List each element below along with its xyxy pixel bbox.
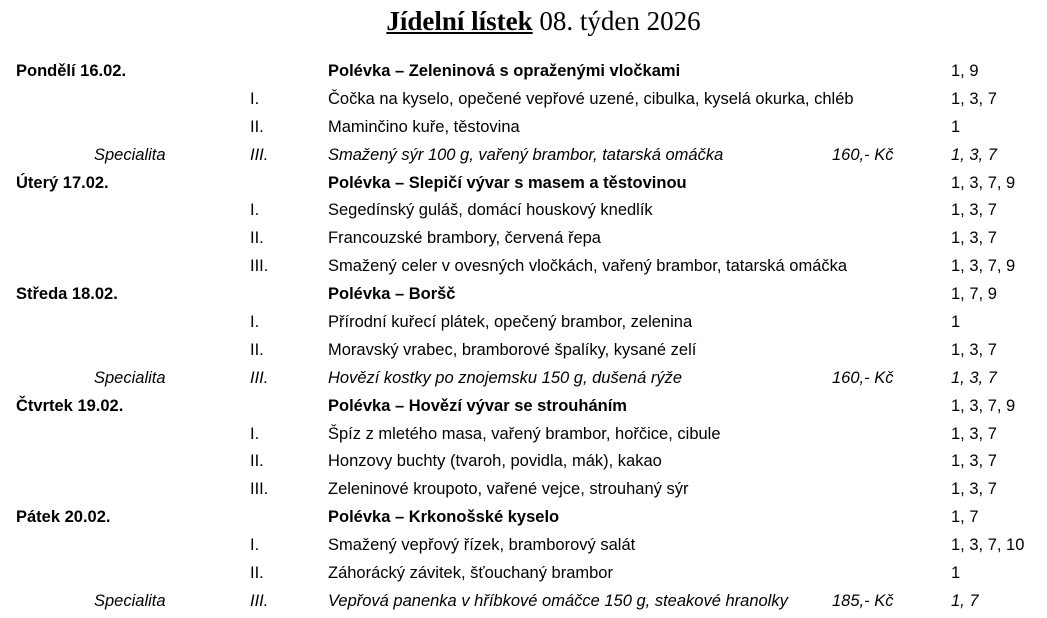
day-label: Úterý 17.02.	[16, 173, 109, 192]
allergen-codes: 1, 3, 7, 9	[951, 396, 1016, 415]
specialita-label: Specialita	[94, 368, 166, 387]
dish-name: Polévka – Krkonošské kyselo	[328, 508, 560, 527]
dish-name: Maminčino kuře, těstovina	[328, 117, 520, 136]
dish-number: II.	[250, 564, 264, 583]
menu-title	[0, 5, 1047, 37]
dish-number: III.	[250, 480, 269, 499]
menu-dish-row	[0, 197, 1047, 225]
day-label: Pondělí 16.02.	[16, 62, 127, 80]
allergen-codes: 1, 7, 9	[951, 285, 997, 304]
dish-number: I.	[250, 536, 260, 555]
dish-number: II.	[250, 229, 264, 248]
day-label: Pátek 20.02.	[16, 508, 111, 527]
dish-number: II.	[250, 340, 264, 359]
dish-number: I.	[250, 201, 260, 220]
dish-number: II.	[250, 117, 264, 136]
dish-name: Přírodní kuřecí plátek, opečený brambor, zelenina	[328, 313, 693, 332]
day-label: Čtvrtek 19.02.	[16, 396, 124, 415]
dish-price: 160,- Kč	[832, 145, 894, 164]
menu-day-row	[0, 58, 1047, 86]
menu-day-row	[0, 393, 1047, 421]
allergen-codes: 1, 3, 7	[951, 89, 997, 108]
allergen-codes: 1, 3, 7	[951, 145, 997, 164]
menu-dish-row	[0, 365, 1047, 393]
allergen-codes: 1, 3, 7	[951, 480, 997, 499]
menu-dish-row	[0, 86, 1047, 114]
menu-dish-row	[0, 421, 1047, 449]
allergen-codes: 1, 3, 7	[951, 368, 997, 387]
menu-dish-row	[0, 253, 1047, 281]
menu-dish-row	[0, 532, 1047, 560]
dish-number: III.	[250, 145, 269, 164]
dish-number: III.	[250, 591, 269, 610]
dish-number: I.	[250, 89, 260, 108]
allergen-codes: 1, 3, 7	[951, 201, 997, 220]
title-week: 08. týden 2026	[532, 6, 701, 36]
allergen-codes: 1, 7	[951, 591, 979, 610]
dish-name: Segedínský guláš, domácí houskový knedlík	[328, 201, 653, 220]
dish-name: Polévka – Hovězí vývar se strouháním	[328, 396, 627, 415]
dish-name: Smažený vepřový řízek, bramborový salát	[328, 536, 636, 555]
menu-dish-row	[0, 142, 1047, 170]
dish-name: Vepřová panenka v hříbkové omáčce 150 g, steakové hranolky	[328, 591, 788, 610]
menu-dish-row	[0, 588, 1047, 616]
dish-name: Špíz z mletého masa, vařený brambor, hořčice, cibule	[328, 424, 721, 443]
menu-table	[0, 58, 1047, 616]
menu-dish-row	[0, 337, 1047, 365]
menu-day-row	[0, 281, 1047, 309]
dish-name: Honzovy buchty (tvaroh, povidla, mák), kakao	[328, 452, 662, 471]
menu-dish-row	[0, 448, 1047, 476]
specialita-label: Specialita	[94, 591, 166, 610]
allergen-codes: 1, 9	[951, 62, 979, 80]
dish-name: Polévka – Slepičí vývar s masem a těstovinou	[328, 173, 687, 192]
dish-price: 185,- Kč	[832, 591, 894, 610]
allergen-codes: 1	[951, 117, 961, 136]
dish-number: III.	[250, 368, 269, 387]
dish-name: Zeleninové kroupoto, vařené vejce, strouhaný sýr	[328, 480, 689, 499]
allergen-codes: 1, 3, 7, 10	[951, 536, 1025, 555]
allergen-codes: 1, 3, 7	[951, 340, 997, 359]
menu-day-row	[0, 170, 1047, 198]
dish-name: Smažený celer v ovesných vločkách, vařený brambor, tatarská omáčka	[328, 257, 848, 276]
menu-dish-row	[0, 225, 1047, 253]
dish-name: Smažený sýr 100 g, vařený brambor, tatarská omáčka	[328, 145, 724, 164]
dish-price: 160,- Kč	[832, 368, 894, 387]
title-main: Jídelní lístek	[386, 6, 533, 36]
dish-number: III.	[250, 257, 269, 276]
allergen-codes: 1, 3, 7, 9	[951, 173, 1016, 192]
dish-number: I.	[250, 313, 260, 332]
allergen-codes: 1	[951, 313, 961, 332]
menu-dish-row	[0, 309, 1047, 337]
dish-number: I.	[250, 424, 260, 443]
day-label: Středa 18.02.	[16, 285, 118, 304]
allergen-codes: 1, 3, 7	[951, 229, 997, 248]
dish-name: Záhorácký závitek, šťouchaný brambor	[328, 564, 613, 583]
dish-name: Čočka na kyselo, opečené vepřové uzené, cibulka, kyselá okurka, chléb	[328, 89, 854, 108]
allergen-codes: 1, 3, 7	[951, 424, 997, 443]
menu-day-row	[0, 504, 1047, 532]
allergen-codes: 1, 7	[951, 508, 979, 527]
dish-name: Hovězí kostky po znojemsku 150 g, dušená rýže	[328, 368, 683, 387]
menu-dish-row	[0, 476, 1047, 504]
dish-name: Polévka – Boršč	[328, 285, 456, 304]
menu-dish-row	[0, 114, 1047, 142]
allergen-codes: 1, 3, 7	[951, 452, 997, 471]
menu-dish-row	[0, 560, 1047, 588]
allergen-codes: 1	[951, 564, 961, 583]
dish-name: Moravský vrabec, bramborové špalíky, kysané zelí	[328, 340, 697, 359]
allergen-codes: 1, 3, 7, 9	[951, 257, 1016, 276]
specialita-label: Specialita	[94, 145, 166, 164]
dish-name: Francouzské brambory, červená řepa	[328, 229, 601, 248]
dish-number: II.	[250, 452, 264, 471]
dish-name: Polévka – Zeleninová s opraženými vločkami	[328, 62, 681, 80]
